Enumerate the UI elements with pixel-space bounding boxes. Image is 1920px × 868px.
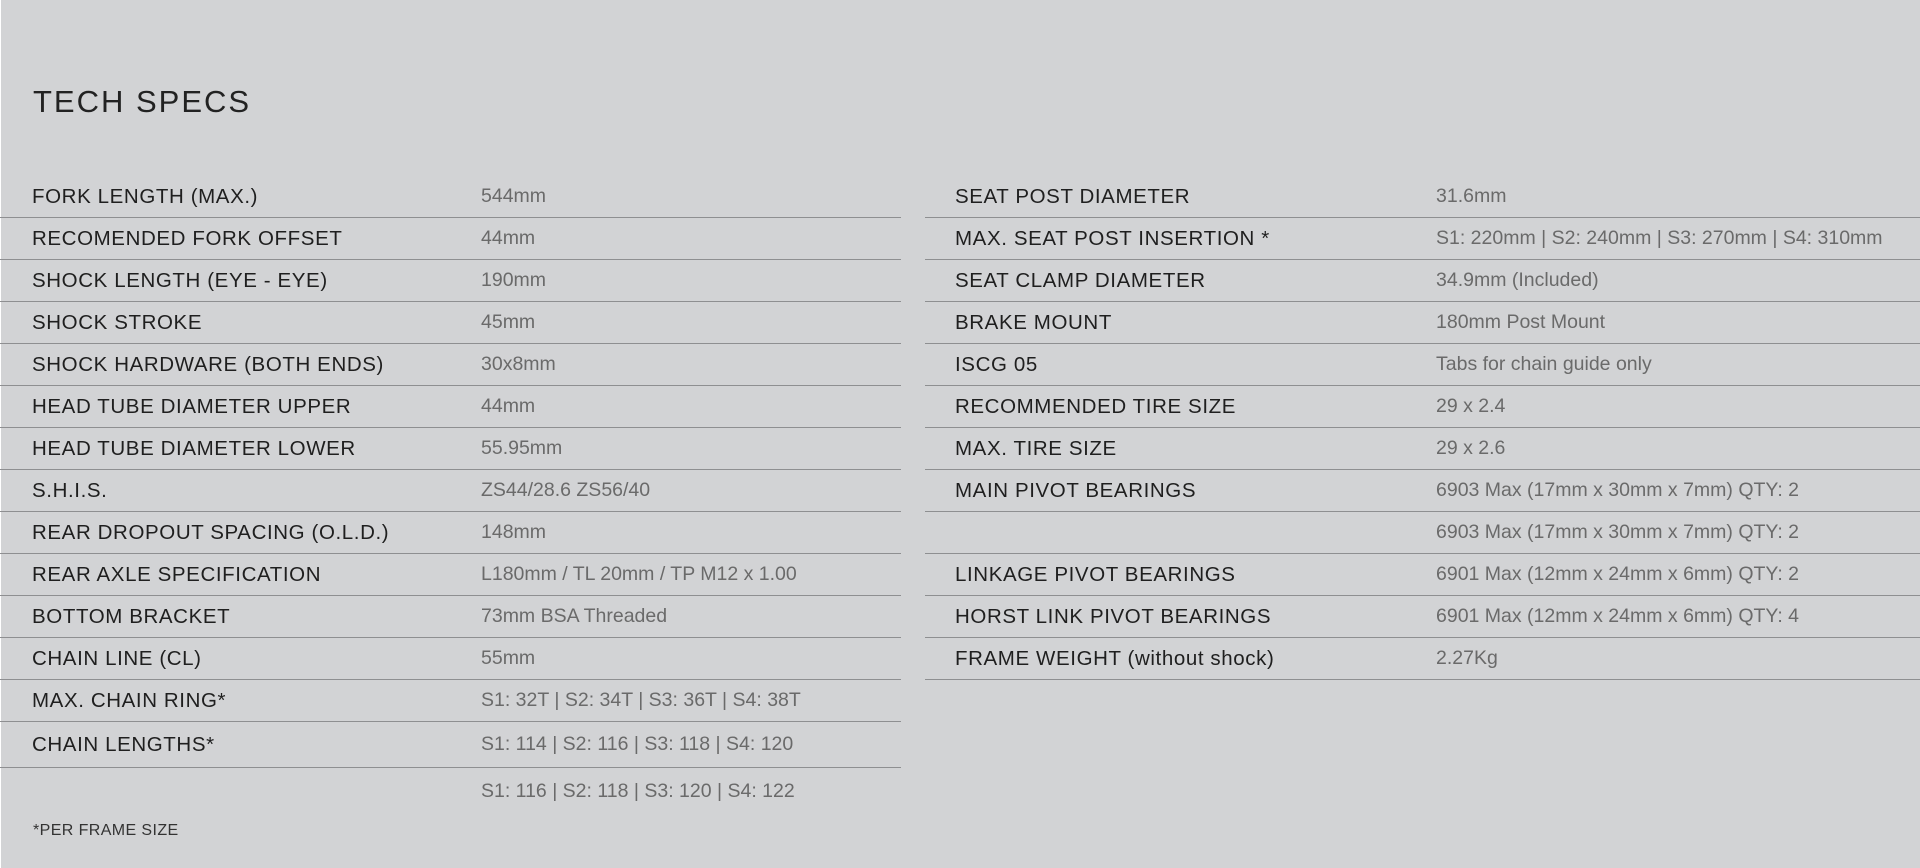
spec-label: HEAD TUBE DIAMETER LOWER xyxy=(32,436,356,460)
spec-value: 544mm xyxy=(481,185,547,207)
spec-label: FORK LENGTH (MAX.) xyxy=(32,184,259,208)
spec-value: 190mm xyxy=(481,269,547,291)
spec-row-chain-line xyxy=(0,638,901,680)
spec-row-main-pivot-bearings-alt xyxy=(925,512,1920,554)
spec-label: MAIN PIVOT BEARINGS xyxy=(955,478,1197,502)
spec-row-chain-lengths xyxy=(0,722,901,768)
spec-label: RECOMENDED FORK OFFSET xyxy=(32,226,343,250)
spec-value: S1: 32T | S2: 34T | S3: 36T | S4: 38T xyxy=(481,689,801,711)
spec-value: 55mm xyxy=(481,647,536,669)
spec-label: CHAIN LINE (CL) xyxy=(32,646,202,670)
spec-row-max-tire xyxy=(925,428,1920,470)
spec-value: ZS44/28.6 ZS56/40 xyxy=(481,479,651,501)
spec-value: Tabs for chain guide only xyxy=(1436,353,1652,375)
spec-value: 45mm xyxy=(481,311,536,333)
spec-row-seat-post-diameter xyxy=(925,176,1920,218)
spec-row-fork-offset xyxy=(0,218,901,260)
spec-row-linkage-pivot-bearings xyxy=(925,554,1920,596)
page-title: TECH SPECS xyxy=(33,84,252,119)
specs-table-right xyxy=(925,176,1920,680)
spec-row-iscg xyxy=(925,344,1920,386)
spec-row-frame-weight xyxy=(925,638,1920,680)
spec-value: 148mm xyxy=(481,521,547,543)
spec-label: SHOCK HARDWARE (BOTH ENDS) xyxy=(32,352,384,376)
spec-row-shock-length xyxy=(0,260,901,302)
spec-value: 6903 Max (17mm x 30mm x 7mm) QTY: 2 xyxy=(1436,479,1800,501)
spec-value: 34.9mm (Included) xyxy=(1436,269,1599,291)
spec-value: 2.27Kg xyxy=(1436,647,1498,669)
spec-value: S1: 114 | S2: 116 | S3: 118 | S4: 120 xyxy=(481,733,794,755)
spec-label: MAX. CHAIN RING* xyxy=(32,688,227,712)
spec-label: LINKAGE PIVOT BEARINGS xyxy=(955,562,1236,586)
spec-value: 29 x 2.6 xyxy=(1436,437,1506,459)
spec-row-recommended-tire xyxy=(925,386,1920,428)
spec-label: FRAME WEIGHT (without shock) xyxy=(955,646,1275,670)
spec-value: 6903 Max (17mm x 30mm x 7mm) QTY: 2 xyxy=(1436,521,1800,543)
spec-row-brake-mount xyxy=(925,302,1920,344)
spec-value: S1: 116 | S2: 118 | S3: 120 | S4: 122 xyxy=(481,779,795,802)
spec-value: S1: 220mm | S2: 240mm | S3: 270mm | S4: 310mm xyxy=(1436,227,1883,249)
spec-label: MAX. SEAT POST INSERTION * xyxy=(955,226,1270,250)
spec-label: BRAKE MOUNT xyxy=(955,310,1112,334)
spec-value: 30x8mm xyxy=(481,353,556,375)
spec-label: MAX. TIRE SIZE xyxy=(955,436,1117,460)
spec-label: RECOMMENDED TIRE SIZE xyxy=(955,394,1237,418)
spec-row-chain-lengths-alt xyxy=(0,768,901,814)
spec-label: SHOCK STROKE xyxy=(32,310,203,334)
spec-row-bottom-bracket xyxy=(0,596,901,638)
spec-label: SEAT POST DIAMETER xyxy=(955,184,1191,208)
spec-value: 73mm BSA Threaded xyxy=(481,605,668,627)
spec-value: 29 x 2.4 xyxy=(1436,395,1506,417)
spec-value: 31.6mm xyxy=(1436,185,1507,207)
specs-table-left xyxy=(0,176,901,814)
spec-row-rear-dropout-spacing xyxy=(0,512,901,554)
spec-row-seat-post-insertion xyxy=(925,218,1920,260)
spec-row-main-pivot-bearings xyxy=(925,470,1920,512)
spec-label: REAR AXLE SPECIFICATION xyxy=(32,562,322,586)
spec-label: REAR DROPOUT SPACING (O.L.D.) xyxy=(32,520,390,544)
spec-row-head-tube-lower xyxy=(0,428,901,470)
spec-row-fork-length xyxy=(0,176,901,218)
spec-value: 6901 Max (12mm x 24mm x 6mm) QTY: 2 xyxy=(1436,563,1800,585)
spec-value: 180mm Post Mount xyxy=(1436,311,1606,333)
spec-value: 44mm xyxy=(481,395,536,417)
spec-value: 44mm xyxy=(481,227,536,249)
spec-value: L180mm / TL 20mm / TP M12 x 1.00 xyxy=(481,563,797,585)
spec-label: HEAD TUBE DIAMETER UPPER xyxy=(32,394,352,418)
spec-row-shis xyxy=(0,470,901,512)
spec-value: 55.95mm xyxy=(481,437,563,459)
footnote: *PER FRAME SIZE xyxy=(33,822,179,839)
spec-row-seat-clamp xyxy=(925,260,1920,302)
spec-row-max-chain-ring xyxy=(0,680,901,722)
spec-row-head-tube-upper xyxy=(0,386,901,428)
spec-label: SEAT CLAMP DIAMETER xyxy=(955,268,1206,292)
spec-value: 6901 Max (12mm x 24mm x 6mm) QTY: 4 xyxy=(1436,605,1800,627)
spec-label: S.H.I.S. xyxy=(32,478,108,502)
spec-row-shock-stroke xyxy=(0,302,901,344)
spec-label: HORST LINK PIVOT BEARINGS xyxy=(955,604,1272,628)
spec-row-rear-axle xyxy=(0,554,901,596)
spec-label: SHOCK LENGTH (EYE - EYE) xyxy=(32,268,328,292)
spec-label: ISCG 05 xyxy=(955,352,1038,376)
spec-label: BOTTOM BRACKET xyxy=(32,604,231,628)
spec-row-shock-hardware xyxy=(0,344,901,386)
spec-label: CHAIN LENGTHS* xyxy=(32,732,215,756)
spec-row-horst-link-bearings xyxy=(925,596,1920,638)
